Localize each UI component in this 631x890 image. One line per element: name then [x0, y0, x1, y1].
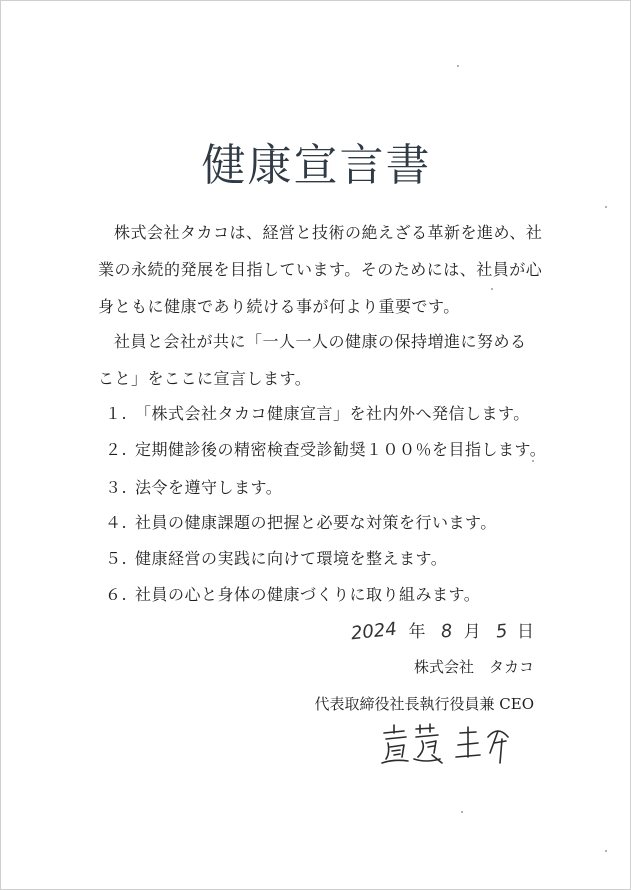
list-item-number: ５. [105, 549, 128, 568]
date-year-unit: 年 [408, 622, 426, 642]
date-day-unit: 日 [517, 622, 534, 642]
list-item-text: 定期健診後の精密検査受診勧奨１００％を目指します。 [135, 440, 547, 459]
list-item-number: ６. [105, 585, 128, 604]
date-month-unit: 月 [463, 622, 481, 642]
date-year: 2024 [350, 618, 398, 645]
scan-speck [457, 65, 459, 67]
list-item-text: 「株式会社タカコ健康宣言」を社内外へ発信します。 [135, 404, 530, 423]
list-item-number: ４. [105, 513, 128, 532]
intro-line-4: 社員と会社が共に「一人一人の健康の保持増進に努める [114, 332, 527, 351]
date-day: 5 [495, 620, 509, 643]
list-item [105, 549, 447, 569]
list-item-text: 法令を遵守します。 [135, 478, 283, 497]
document-title: 健康宣言書 [201, 140, 432, 191]
list-item [105, 404, 530, 424]
list-item [105, 585, 480, 605]
list-item [105, 513, 497, 533]
date-month: 8 [439, 620, 454, 643]
intro-line-3: 身ともに健康であり続ける事が何より重要です。 [98, 297, 460, 316]
issue-date [350, 618, 534, 645]
intro-line-1: 株式会社タカコは、経営と技術の絶えざる革新を進め、社 [114, 223, 543, 242]
scan-speck [461, 811, 463, 813]
list-item-text: 健康経営の実践に向けて環境を整えます。 [135, 549, 448, 568]
company-name: 株式会社 タカコ [413, 658, 534, 676]
scan-speck [532, 460, 534, 462]
list-item-text: 社員の心と身体の健康づくりに取り組みます。 [135, 585, 481, 604]
scan-speck [491, 288, 493, 290]
handwritten-signature [376, 719, 516, 769]
list-item-number: １. [105, 404, 128, 423]
list-item-number: ２. [105, 440, 128, 459]
intro-line-2: 業の永続的発展を目指しています。そのためには、社員が心 [98, 260, 543, 279]
list-item [105, 440, 546, 460]
scan-speck [605, 850, 607, 852]
list-item [105, 478, 282, 498]
intro-line-5: こと」をここに宣言します。 [98, 369, 312, 388]
signer-position: 代表取締役社長執行役員兼 CEO [314, 695, 534, 713]
scan-speck [605, 206, 607, 208]
list-item-text: 社員の健康課題の把握と必要な対策を行います。 [135, 513, 497, 532]
list-item-number: ３. [105, 478, 128, 497]
